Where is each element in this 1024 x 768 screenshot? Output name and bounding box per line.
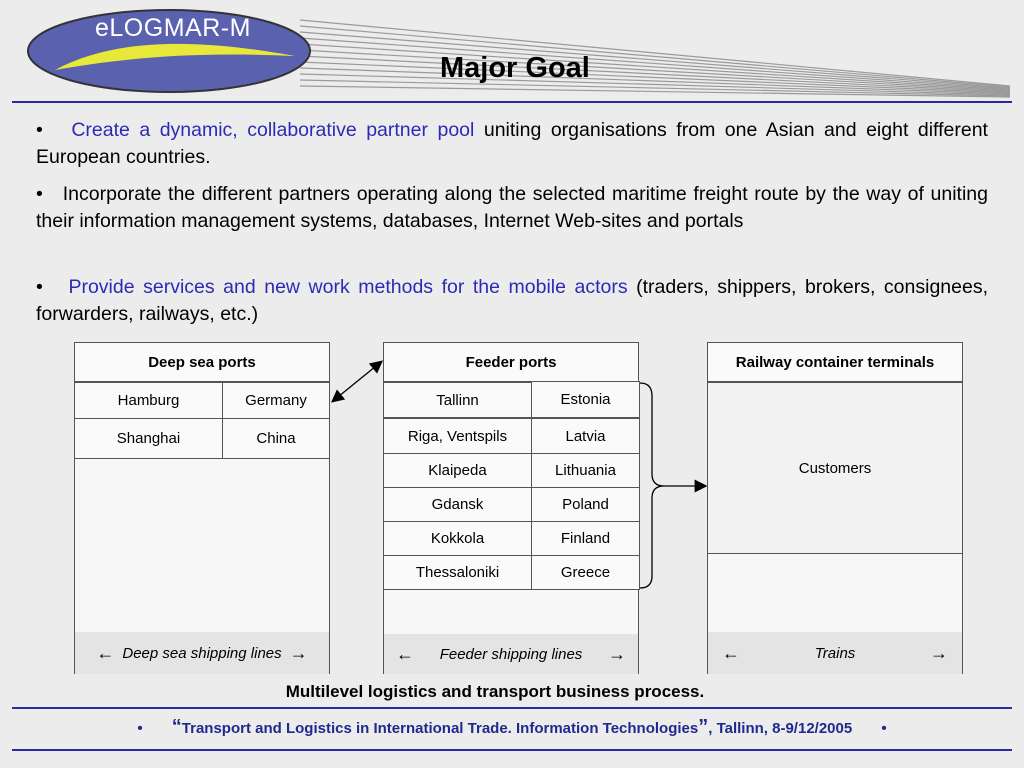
- footer-rest: , Tallinn, 8-9/12/2005: [708, 720, 853, 737]
- feeder-port-cell: Riga, Ventspils: [383, 418, 532, 454]
- arrow-left-icon: ←: [722, 642, 740, 663]
- feeder-country-cell: Poland: [531, 487, 640, 522]
- feeder-country-cell: Greece: [531, 555, 640, 590]
- deep-sea-footer-label: Deep sea shipping lines: [122, 644, 282, 662]
- railway-footer-label: Trains: [814, 644, 856, 662]
- footer-text: [0, 716, 1024, 739]
- deep-sea-port-cell: Shanghai: [74, 418, 223, 459]
- footer-bullet: •: [881, 720, 887, 737]
- footer-divider-bottom: [12, 749, 1012, 751]
- feeder-footer-label: Feeder shipping lines: [439, 645, 583, 663]
- bullet-text: uniting organisations from one Asian and eight different European countries.: [36, 119, 988, 168]
- feeder-port-cell: Thessaloniki: [383, 555, 532, 590]
- feeder-port-cell: Tallinn: [383, 382, 532, 418]
- bullet-highlight: Provide services and new work methods for the mobile actors: [68, 276, 628, 298]
- logo-text: eLOGMAR-M: [95, 14, 251, 42]
- bullet-marker: •: [36, 276, 43, 298]
- arrow-right-icon: →: [608, 643, 626, 664]
- arrow-left-icon: ←: [396, 643, 414, 664]
- deep-sea-country-cell: Germany: [222, 382, 330, 419]
- feeder-country-cell: Estonia: [531, 381, 640, 418]
- feeder-port-cell: Kokkola: [383, 521, 532, 556]
- feeder-country-cell: Lithuania: [531, 453, 640, 488]
- deep-sea-feeder-arrow: [333, 362, 381, 401]
- bullet-text: (traders, shippers, brokers, consignees, forwarders, railways, etc.): [36, 276, 988, 325]
- footer-open-quote: “: [171, 716, 182, 738]
- deep-sea-port-cell: Hamburg: [74, 382, 223, 419]
- bullet-text: Incorporate the different partners operating along the selected maritime freight route by the way of uniting their information management systems, databases, Internet Web-sites and portals: [36, 183, 988, 232]
- arrow-right-icon: →: [289, 642, 308, 663]
- bullet-marker: •: [36, 183, 43, 205]
- feeder-port-cell: Gdansk: [383, 487, 532, 522]
- railway-header: Railway container terminals: [707, 342, 963, 382]
- footer-close-quote: ”: [698, 716, 709, 738]
- footer-title: Transport and Logistics in International Trade. Information Technologies: [181, 720, 699, 737]
- customers-box: Customers: [707, 382, 963, 554]
- feeder-header: Feeder ports: [383, 342, 639, 382]
- footer-bullet: •: [137, 720, 143, 737]
- footer-divider-top: [12, 707, 1012, 709]
- bullet-highlight: Create a dynamic, collaborative partner pool: [71, 119, 475, 141]
- feeder-brace: [640, 383, 664, 588]
- page-title: Major Goal: [440, 52, 590, 84]
- deep-sea-header: Deep sea ports: [74, 342, 330, 382]
- deep-sea-country-cell: China: [222, 418, 330, 459]
- arrow-left-icon: ←: [96, 642, 115, 663]
- arrow-right-icon: →: [930, 642, 948, 663]
- feeder-port-cell: Klaipeda: [383, 453, 532, 488]
- feeder-country-cell: Finland: [531, 521, 640, 556]
- feeder-country-cell: Latvia: [531, 418, 640, 454]
- bullet-marker: •: [36, 119, 43, 141]
- diagram-caption: Multilevel logistics and transport business process.: [285, 682, 705, 701]
